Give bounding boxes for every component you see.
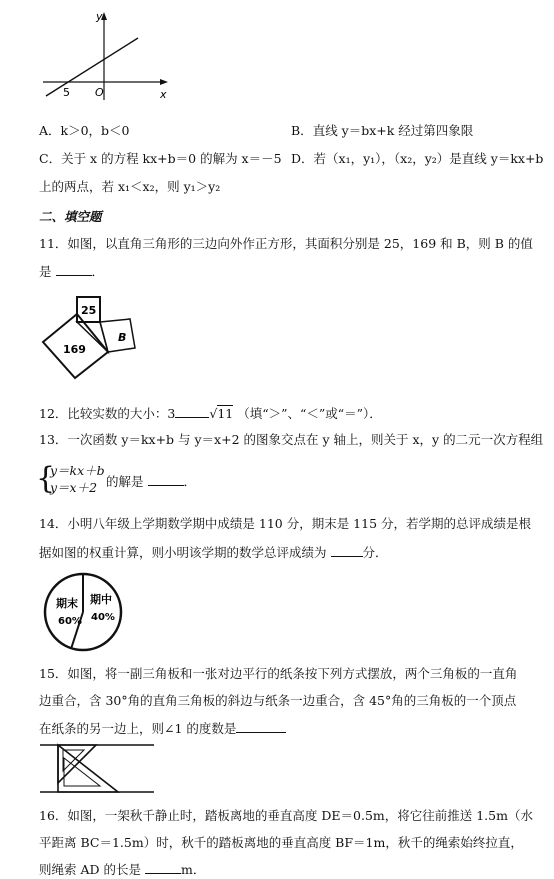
function-line [46, 38, 138, 96]
q16-answer-blank[interactable] [145, 861, 181, 874]
section-title: 二、填空题 [39, 209, 102, 224]
pie-label-midterm: 期中 [90, 593, 112, 606]
q13-text-a: 的解是 [106, 474, 144, 489]
q15-line1: 15．如图，将一副三角板和一张对边平行的纸条按下列方式摆放，两个三角板的一直角 [39, 666, 518, 681]
option-b [291, 123, 473, 139]
q16-text-a: 则绳索 AD 的长是 [39, 862, 141, 877]
option-a-text: k＞0，b＜0 [60, 123, 130, 138]
q16-text-b: m． [180, 862, 206, 877]
q14-line2 [39, 544, 388, 561]
q14-answer-blank[interactable] [331, 544, 363, 557]
q13-equation-2: y＝x＋2 [50, 480, 98, 495]
q11-text-b: ． [91, 264, 105, 279]
q14-text-a: 据如图的权重计算，则小明该学期的数学总评成绩为 [39, 545, 327, 560]
label-169: 169 [63, 343, 86, 356]
option-a [39, 123, 130, 139]
q12-radicand: 11 [217, 406, 234, 421]
option-d [291, 151, 543, 167]
linear-function-graph [38, 8, 178, 103]
pie-value-final: 60% [58, 616, 82, 627]
triangle-ruler-figure [38, 740, 158, 800]
q15-answer-blank[interactable] [236, 720, 286, 733]
q12-answer-blank[interactable] [175, 405, 209, 418]
pie-value-midterm: 40% [91, 612, 115, 623]
label-b: B [118, 331, 127, 344]
q15-line2: 边重合，含 30°角的直角三角板的斜边与纸条一边重合，含 45°角的三角板的一个顶点 [39, 693, 517, 708]
q11-line1: 11．如图，以直角三角形的三边向外作正方形，其面积分别是 25，169 和 B，则 B 的值 [39, 236, 533, 251]
weight-pie-chart [42, 571, 124, 653]
option-b-text: 直线 y＝bx+k 经过第四象限 [312, 123, 474, 138]
q13-answer-blank[interactable] [148, 473, 184, 486]
q14-text-b: 分． [362, 545, 388, 560]
pie-label-final: 期末 [56, 597, 78, 610]
q15-line3 [39, 720, 286, 737]
q16-line2: 平距离 BC＝1.5m）时，秋千的踏板离地的垂直高度 BF＝1m，秋千的绳索始终拉直， [39, 835, 523, 850]
q15-text: 在纸条的另一边上，则∠1 的度数是 [39, 721, 237, 736]
system-brace: { [36, 461, 56, 496]
option-c-text: 关于 x 的方程 kx+b＝0 的解为 x＝－5 [61, 151, 282, 166]
q12-text-a: 12．比较实数的大小：3 [39, 406, 176, 421]
q13-line1: 13．一次函数 y＝kx+b 与 y＝x+2 的图象交点在 y 轴上，则关于 x，y 的二元一次方程组 [39, 432, 544, 447]
option-d-continued: 上的两点，若 x₁＜x₂，则 y₁＞y₂ [39, 179, 221, 194]
q11-text-a: 是 [39, 264, 52, 279]
label-25: 25 [81, 304, 97, 317]
x-axis-label: x [160, 88, 167, 101]
q11-answer-blank[interactable] [56, 263, 92, 276]
option-c-letter: C． [39, 151, 62, 166]
q14-line1: 14．小明八年级上学期数学期中成绩是 110 分，期末是 115 分，若学期的总评成绩是根 [39, 516, 532, 531]
q16-line1: 16．如图，一架秋千静止时，踏板离地的垂直高度 DE＝0.5m，将它往前推送 1.5m（水 [39, 808, 533, 823]
intercept-label: 5 [63, 86, 70, 99]
q13-answer-line [106, 473, 196, 490]
option-d-text: 若（x₁，y₁），（x₂，y₂）是直线 y＝kx+b [313, 151, 544, 166]
q12-text-b: （填“＞”、“＜”或“＝”）． [237, 406, 382, 421]
q13-equation-1: y＝kx＋b [50, 463, 105, 478]
y-axis-label: y [96, 10, 103, 23]
sqrt-symbol: √ [209, 406, 218, 421]
option-d-letter: D． [291, 151, 314, 166]
q12-line [39, 405, 382, 422]
option-a-letter: A． [39, 123, 61, 138]
option-b-letter: B． [291, 123, 313, 138]
squares-figure [40, 292, 150, 392]
q16-line3 [39, 861, 205, 878]
q13-text-b: ． [183, 474, 197, 489]
option-c [39, 151, 282, 167]
origin-label: O [95, 86, 104, 99]
q11-line2 [39, 263, 104, 280]
